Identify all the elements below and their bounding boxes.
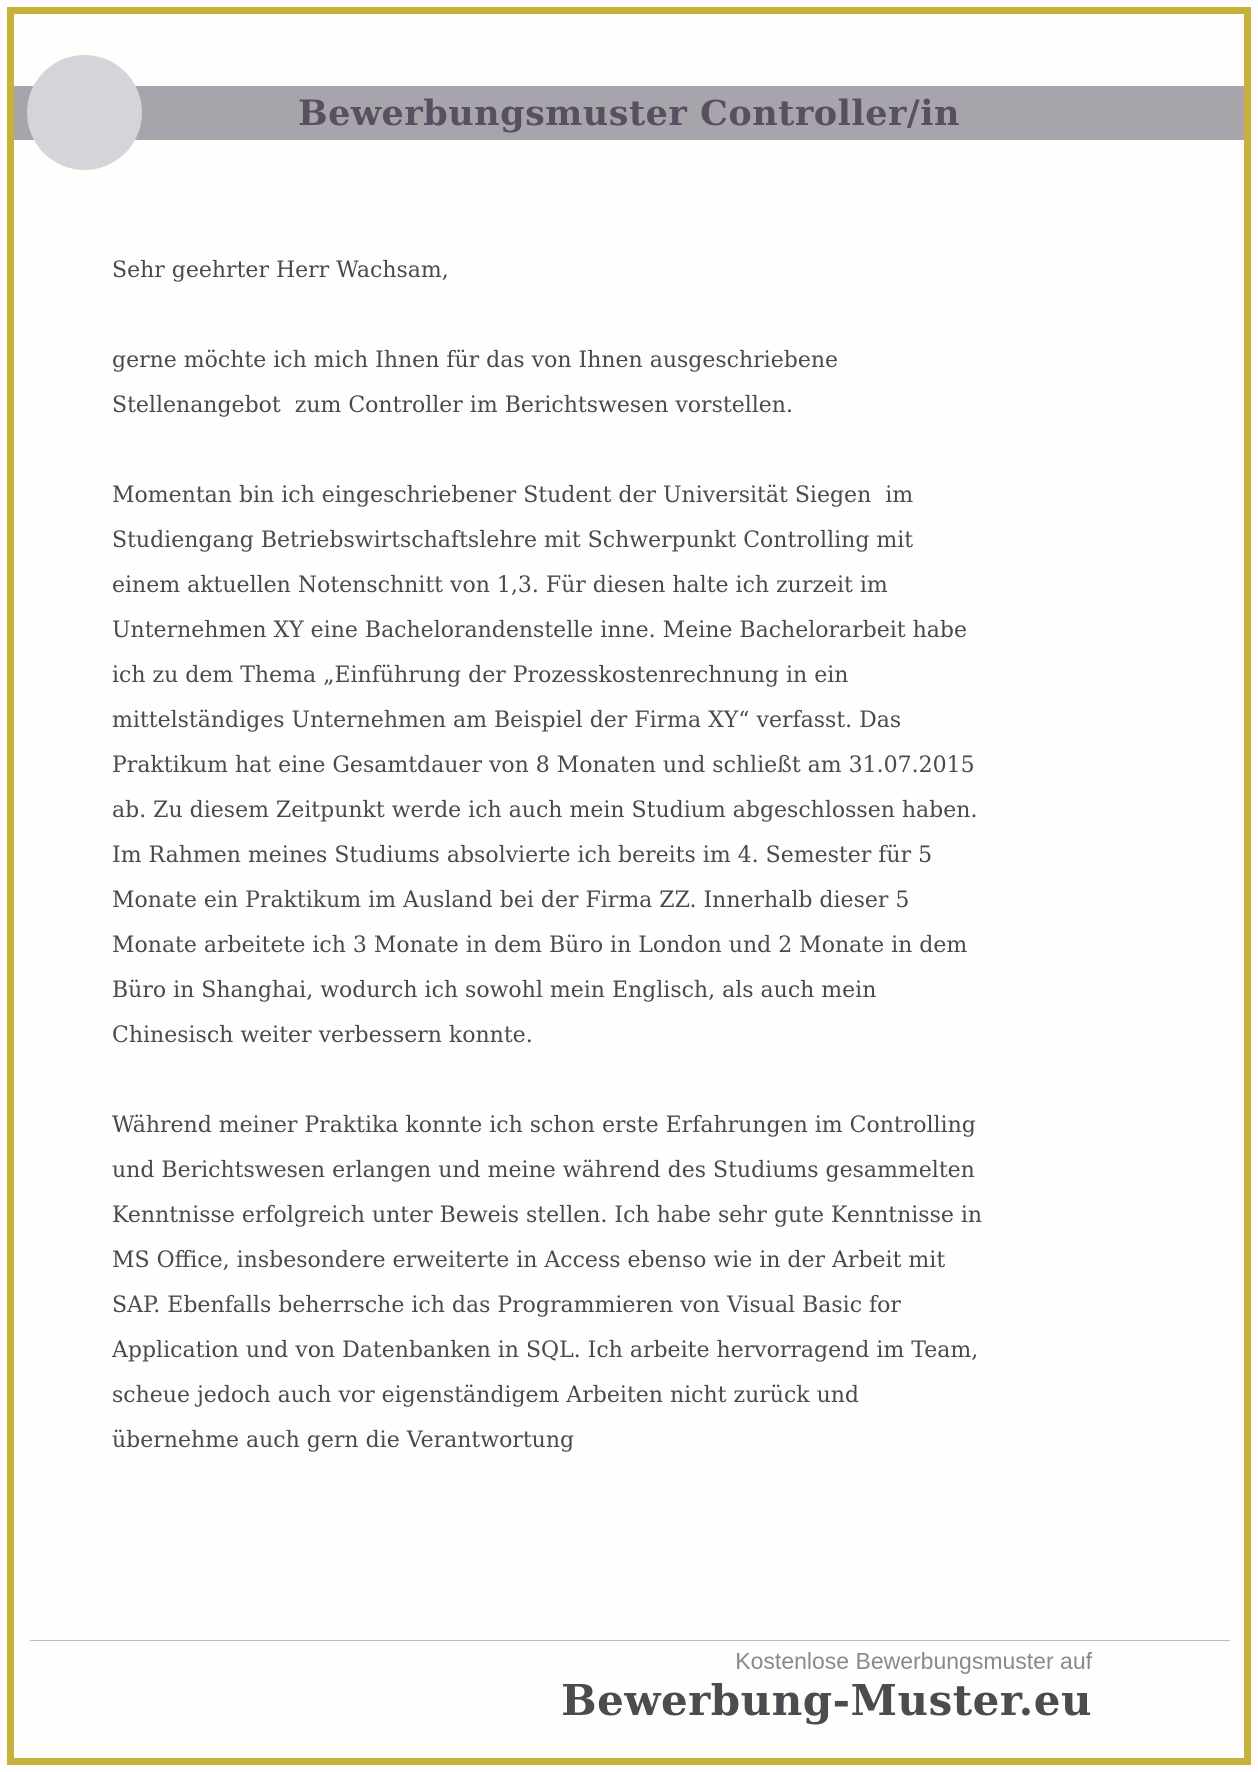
footer-divider (30, 1640, 1230, 1641)
paragraph-intro: gerne möchte ich mich Ihnen für das von Ihnen ausgeschriebene Stellenangebot zum Controller im Berichtswesen vorstellen. (112, 348, 846, 418)
paragraph-kenntnisse: Während meiner Praktika konnte ich schon erste Erfahrungen im Controlling und Berichtswesen erlangen und meine während des Studiums gesammelten Kenntnisse erfolgreich unter Beweis stellen. Ich habe sehr gute Kenntnisse in MS Office, insbesondere erweiterte in Access ebenso wie in der Arbeit mit SAP. Ebenfalls beherrsche ich das Programmieren von Visual Basic for Application und von Datenbanken in SQL. Ich arbeite hervorragend im Team, scheue jedoch auch vor eigenständigem Arbeiten nicht zurück und übernehme auch gern die Verantwortung (112, 1113, 990, 1453)
salutation: Sehr geehrter Herr Wachsam, (112, 258, 449, 283)
paragraph-praktikum-ausland: Im Rahmen meines Studiums absolvierte ich bereits im 4. Semester für 5 Monate ein Praktikum im Ausland bei der Firma ZZ. Innerhalb dieser 5 Monate arbeitete ich 3 Monate in dem Büro in London und 2 Monate in dem Büro in Shanghai, wodurch ich sowohl mein Englisch, als auch mein Chinesisch weiter verbessern konnte. (112, 843, 975, 1048)
footer-brand: Bewerbung-Muster.eu (561, 1676, 1092, 1725)
letter-body (112, 248, 988, 1508)
footer (561, 1646, 1092, 1726)
decorative-circle (27, 55, 142, 170)
page-title: Bewerbungsmuster Controller/in (298, 92, 960, 134)
paragraph-studium: Momentan bin ich eingeschriebener Student der Universität Siegen im Studiengang Betriebswirtschaftslehre mit Schwerpunkt Controlling mit einem aktuellen Notenschnitt von 1,3. Für diesen halte ich zurzeit im Unternehmen XY eine Bachelorandenstelle inne. Meine Bachelorarbeit habe ich zu dem Thema „Einführung der Prozesskostenrechnung in ein mittelständiges Unternehmen am Beispiel der Firma XY“ verfasst. Das Praktikum hat eine Gesamtdauer von 8 Monaten und schließt am 31.07.2015 ab. Zu diesem Zeitpunkt werde ich auch mein Studium abgeschlossen haben. (112, 483, 982, 823)
footer-tagline: Kostenlose Bewerbungsmuster auf (735, 1648, 1092, 1674)
title-banner (14, 86, 1244, 140)
